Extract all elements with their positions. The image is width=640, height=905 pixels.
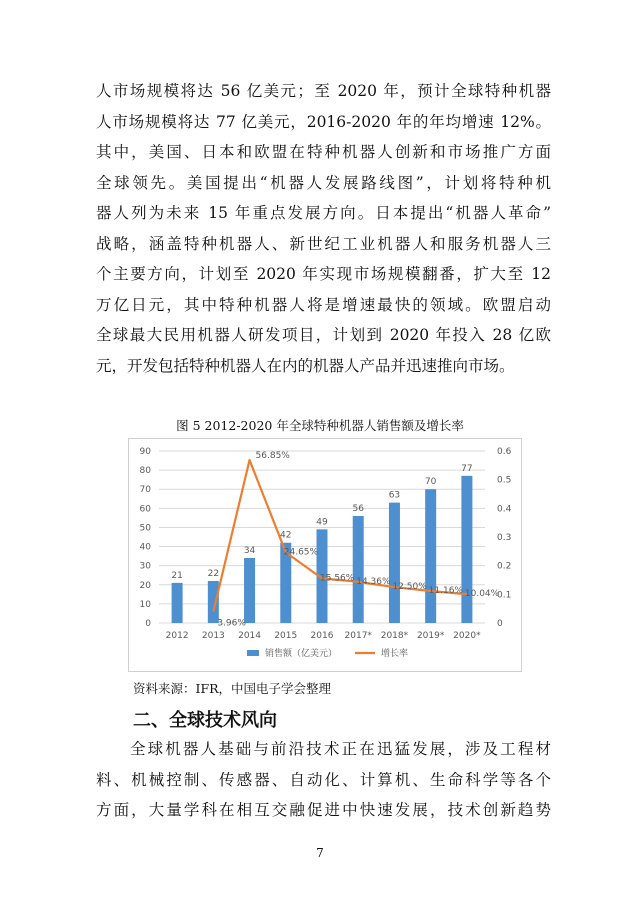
x-tick-label: 2018* (380, 631, 409, 641)
line-data-label: 12.50% (392, 582, 427, 593)
bar-data-label: 77 (461, 463, 473, 474)
text-line: 全球领先。美国提出“机器人发展路线图”，计划将特种机 (96, 173, 551, 192)
bar-data-label: 70 (424, 477, 437, 488)
text-line: 战略，涵盖特种机器人、新世纪工业机器人和服务机器人三 (96, 234, 551, 253)
bar-2019* (425, 489, 436, 623)
text-line: 人市场规模将达 56 亿美元；至 2020 年，预计全球特种机器 (96, 82, 551, 100)
y2-tick-label: 0.2 (497, 561, 512, 572)
line-data-label: 24.65% (283, 547, 319, 558)
section-heading: 二、全球技术风向 (133, 710, 277, 731)
y-tick-label: 40 (139, 542, 151, 553)
chart-container (128, 438, 522, 672)
y2-tick-label: 0.3 (497, 533, 512, 543)
bar-data-label: 42 (280, 530, 292, 541)
x-tick-label: 2016 (310, 631, 334, 641)
y-tick-label: 10 (139, 599, 151, 610)
page-number: 7 (316, 846, 324, 860)
text-line: 万亿日元，其中特种机器人将是增速最快的领域。欧盟启动 (96, 295, 551, 314)
x-tick-label: 2020* (453, 631, 481, 641)
x-tick-label: 2019* (416, 631, 445, 641)
bar-2014 (244, 558, 255, 623)
text-line: 料、机械控制、传感器、自动化、计算机、生命科学等各个 (96, 770, 551, 789)
y-tick-label: 90 (139, 447, 151, 457)
y-tick-label: 80 (139, 466, 151, 477)
bar-2013 (208, 581, 219, 623)
y2-tick-label: 0.5 (497, 475, 512, 486)
bar-data-label: 22 (207, 568, 220, 579)
bar-2018* (389, 503, 400, 623)
text-line: 器人列为未来 15 年重点发展方向。日本提出“机器人革命” (96, 204, 551, 222)
legend-swatch-sales (247, 650, 259, 656)
bar-data-label: 63 (388, 490, 401, 501)
line-data-label: 3.96% (217, 618, 246, 629)
figure-caption: 图 5 2012-2020 年全球特种机器人销售额及增长率 (176, 418, 464, 433)
text-line: 方面，大量学科在相互交融促进中快速发展，技术创新趋势 (96, 801, 551, 819)
legend-label-growth: 增长率 (381, 649, 409, 659)
y-tick-label: 0 (145, 619, 151, 629)
text-line: 全球最大民用机器人研发项目，计划到 2020 年投入 28 亿欧 (96, 326, 551, 344)
line-data-label: 56.85% (255, 451, 290, 462)
text-line: 其中，美国、日本和欧盟在特种机器人创新和市场推广方面 (96, 143, 551, 161)
bar-2012 (172, 583, 183, 623)
combo-chart (129, 439, 521, 671)
line-data-label: 15.56% (320, 573, 355, 584)
bar-data-label: 49 (316, 517, 328, 528)
text-line: 人市场规模将达 77 亿美元，2016-2020 年的年均增速 12%。 (96, 112, 551, 131)
bar-data-label: 21 (171, 570, 183, 581)
bar-2020* (461, 476, 472, 623)
figure-source: 资料来源：IFR，中国电子学会整理 (133, 681, 332, 696)
text-line: 个主要方向，计划至 2020 年实现市场规模翻番，扩大至 12 (96, 265, 551, 283)
x-tick-label: 2014 (238, 631, 262, 641)
bar-data-label: 34 (243, 546, 256, 557)
x-tick-label: 2013 (201, 631, 225, 641)
legend-label-sales: 销售额（亿美元） (265, 649, 338, 659)
line-data-label: 10.04% (464, 589, 500, 600)
body-paragraph-top (96, 76, 551, 381)
y-tick-label: 70 (139, 485, 151, 496)
y2-tick-label: 0.4 (497, 504, 512, 515)
y2-tick-label: 0.1 (497, 590, 512, 601)
x-tick-label: 2017* (344, 631, 372, 641)
text-line: 全球机器人基础与前沿技术正在迅猛发展，涉及工程材 (130, 740, 551, 758)
y2-tick-label: 0.6 (497, 447, 512, 457)
y-tick-label: 30 (139, 561, 151, 572)
body-paragraph-bottom (96, 734, 551, 826)
line-data-label: 14.36% (356, 576, 391, 587)
y-tick-label: 60 (139, 504, 151, 515)
text-line: 元，开发包括特种机器人在内的机器人产品并迅速推向市场。 (96, 356, 515, 375)
x-tick-label: 2012 (165, 631, 189, 641)
bar-data-label: 56 (352, 503, 364, 514)
line-data-label: 11.16% (428, 586, 463, 597)
y-tick-label: 20 (139, 580, 151, 591)
bar-2017* (353, 516, 364, 623)
y2-tick-label: 0 (497, 619, 503, 629)
x-tick-label: 2015 (274, 631, 298, 641)
y-tick-label: 50 (139, 523, 151, 534)
